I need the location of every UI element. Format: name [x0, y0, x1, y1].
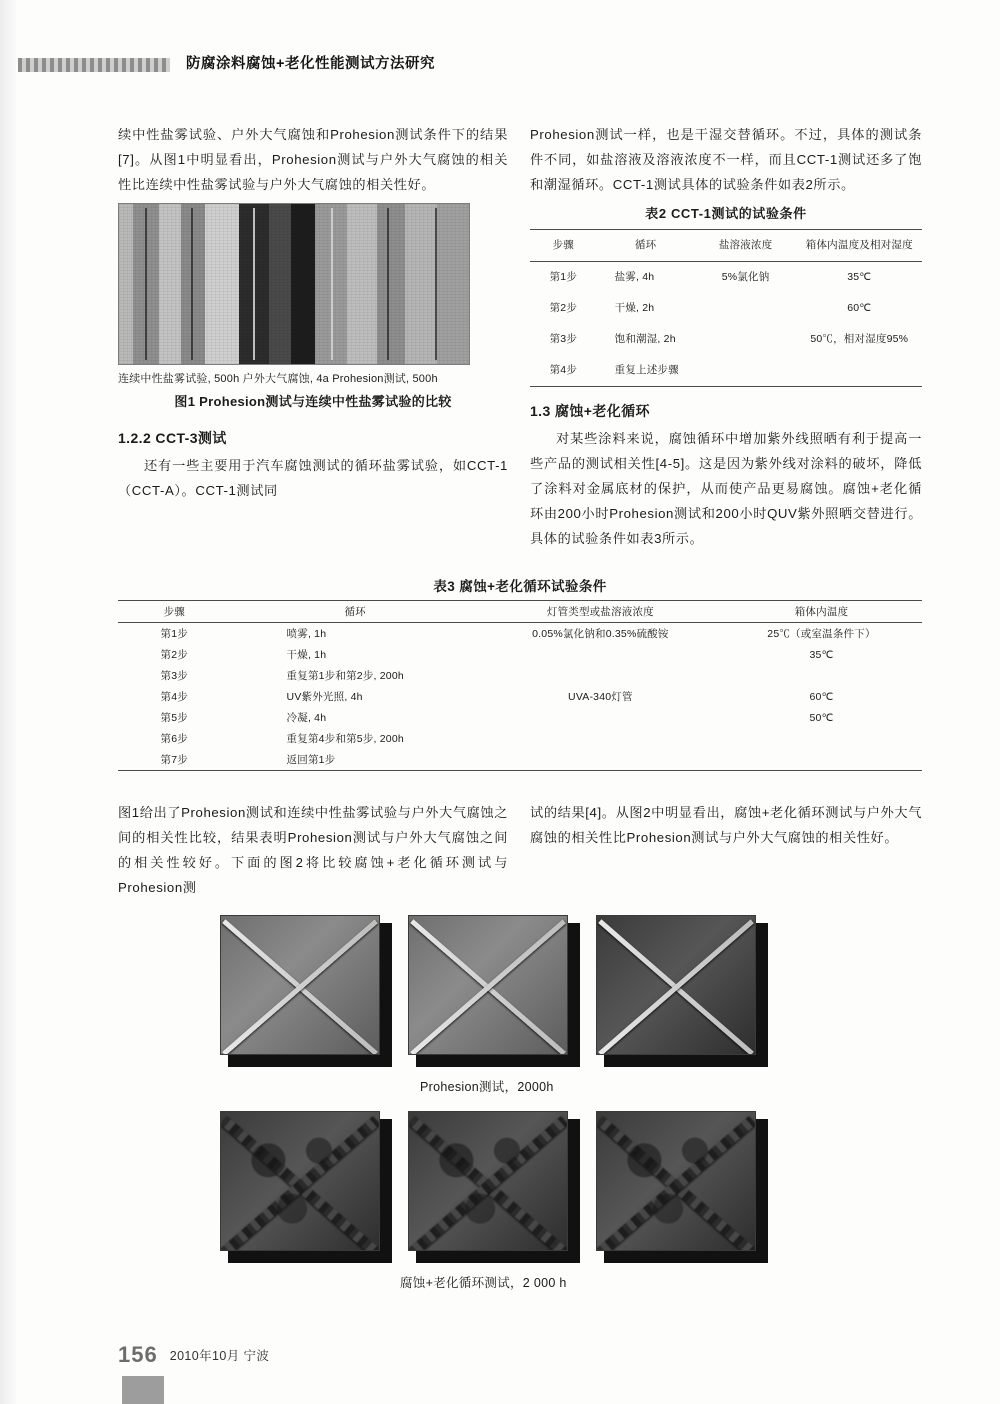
figure-1-caption: 图1 Prohesion测试与连续中性盐雾试验的比较: [174, 394, 452, 409]
table-row: [118, 728, 922, 749]
figure-2: [220, 915, 780, 1291]
running-head: [0, 52, 1000, 78]
page-number: 156: [118, 1342, 158, 1367]
specimen-panel: [408, 915, 580, 1067]
figure-1-grain: [119, 204, 469, 364]
table-3-cell: 60℃: [809, 690, 834, 703]
table-row: [530, 262, 922, 294]
lower-right-paragraph: 试的结果[4]。从图2中明显看出，腐蚀+老化循环测试与户外大气腐蚀的相关性比Prohesion测试与户外大气腐蚀的相关性好。: [530, 805, 922, 845]
table-3-cell: 25℃（或室温条件下）: [767, 628, 876, 640]
specimen-panel: [220, 1111, 392, 1263]
table-row: [118, 623, 922, 645]
specimen-panel: [220, 915, 392, 1067]
table-row: [118, 665, 922, 686]
table-2-cell: 5%氯化钠: [721, 271, 770, 283]
table-2-caption: 表2 CCT-1测试的试验条件: [645, 206, 807, 221]
figure-1-streak: [145, 208, 147, 360]
table-3-block: [118, 575, 922, 771]
specimen-panel: [408, 1111, 580, 1263]
table-3-cell: 冷凝, 4h: [286, 712, 327, 724]
table-2: [530, 229, 922, 387]
table-3-cell: [721, 728, 922, 749]
table-2-cell: 50℃，相对湿度95%: [810, 333, 909, 345]
table-2-cell: [797, 355, 922, 387]
table-3-header-cell: 箱体内温度: [794, 606, 849, 618]
specimen-panel: [596, 915, 768, 1067]
scribe-line: [596, 1116, 756, 1251]
table-row: [118, 749, 922, 771]
figure-1-streak: [253, 208, 255, 360]
left-paragraph-1: 续中性盐雾试验、户外大气腐蚀和Prohesion测试条件下的结果[7]。从图1中明显看出，Prohesion测试与户外大气腐蚀的相关性比连续中性盐雾试验与户外大气腐蚀的相关性好。: [118, 127, 508, 192]
table-2-cell: 60℃: [847, 302, 872, 314]
heading-1-2-2: 1.2.2 CCT-3测试: [118, 430, 227, 446]
page-footer: [118, 1342, 269, 1368]
specimen-panel: [596, 1111, 768, 1263]
table-3-caption: 表3 腐蚀+老化循环试验条件: [433, 579, 607, 594]
table-2-cell: 第3步: [549, 333, 578, 345]
table-3-header-row: [118, 601, 922, 623]
table-3-cell: 第2步: [160, 649, 188, 661]
figure-1-streak: [387, 208, 389, 360]
figure-1-streak: [331, 208, 333, 360]
panel-plate: [408, 1111, 568, 1251]
left-column: [118, 122, 508, 507]
table-3-cell: 重复第4步和第5步, 200h: [286, 733, 404, 745]
scribe-line: [596, 1116, 756, 1251]
right-paragraph-2: 对某些涂料来说，腐蚀循环中增加紫外线照晒有利于提高一些产品的测试相关性[4-5]。这是因为紫外线对涂料的破坏，降低了涂料对金属底材的保护，从而使产品更易腐蚀。腐蚀+老化循环由200小时Prohesion测试和200小时QUV紫外照晒交替进行。具体的试验条件如表3所示。: [530, 431, 922, 546]
table-3-cell: 喷雾, 1h: [286, 628, 327, 640]
scribe-line: [408, 1116, 568, 1251]
figure-1-image: [118, 203, 470, 365]
table-2-header-row: [530, 230, 922, 262]
lower-left-paragraph: 图1给出了Prohesion测试和连续中性盐雾试验与户外大气腐蚀之间的相关性比较，结果表明Prohesion测试与户外大气腐蚀之间的相关性较好。下面的图2将比较腐蚀+老化循环测试与Prohesion测: [118, 805, 508, 895]
figure-2-caption-top: Prohesion测试，2000h: [420, 1080, 554, 1094]
table-2-cell: 干燥, 2h: [614, 302, 655, 314]
table-2-header-cell: 步骤: [552, 239, 575, 251]
table-3-cell: [480, 749, 721, 771]
table-3-cell: [480, 665, 721, 686]
figure-2-row-top: [220, 915, 780, 1067]
table-row: [530, 355, 922, 387]
table-3-cell: 第6步: [160, 733, 188, 745]
table-2-cell: 饱和潮湿, 2h: [614, 333, 676, 345]
panel-plate: [220, 915, 380, 1055]
panel-plate: [596, 915, 756, 1055]
table-2-cell: [695, 355, 797, 387]
table-3-header-cell: 步骤: [163, 606, 185, 618]
table-3-cell: 35℃: [809, 648, 834, 661]
figure-1-subcaption: 连续中性盐雾试验, 500h 户外大气腐蚀, 4a Prohesion测试, 500h: [118, 373, 438, 385]
table-3-cell: 0.05%氯化钠和0.35%硫酸铵: [532, 628, 669, 640]
table-row: [530, 324, 922, 355]
scribe-line: [408, 1116, 568, 1251]
table-3-cell: 50℃: [809, 711, 834, 724]
table-row: [118, 644, 922, 665]
table-3-cell: [480, 728, 721, 749]
table-2-cell: [695, 324, 797, 355]
table-3-cell: UV紫外光照, 4h: [286, 691, 363, 703]
table-2-cell: 第2步: [549, 302, 578, 314]
table-3-cell: UVA-340灯管: [568, 691, 633, 703]
table-3: [118, 600, 922, 771]
heading-1-3: 1.3 腐蚀+老化循环: [530, 403, 650, 419]
scribe-line: [220, 1116, 380, 1251]
table-3-cell: 第5步: [160, 712, 188, 724]
table-2-header-cell: 盐溶液浓度: [718, 239, 773, 251]
scribe-line: [220, 1116, 380, 1251]
table-3-cell: [480, 644, 721, 665]
right-column: [530, 122, 922, 555]
table-2-cell: 重复上述步骤: [614, 364, 679, 376]
footer-text: 2010年10月 宁波: [169, 1349, 270, 1363]
panel-plate: [220, 1111, 380, 1251]
figure-2-row-bottom: [220, 1111, 780, 1263]
table-3-cell: 返回第1步: [286, 754, 336, 766]
figure-1-streak: [435, 208, 437, 360]
table-3-cell: [721, 665, 922, 686]
scan-edge-artifact: [0, 0, 16, 1404]
table-3-cell: [721, 749, 922, 771]
table-3-cell: 第4步: [160, 691, 188, 703]
table-2-cell: 盐雾, 4h: [614, 271, 655, 283]
table-3-cell: [480, 707, 721, 728]
table-row: [118, 686, 922, 707]
table-3-cell: 第1步: [160, 628, 188, 640]
table-row: [118, 707, 922, 728]
panel-plate: [596, 1111, 756, 1251]
table-row: [530, 293, 922, 324]
table-2-cell: 第4步: [549, 364, 578, 376]
table-2-cell: [695, 293, 797, 324]
left-paragraph-2: 还有一些主要用于汽车腐蚀测试的循环盐雾试验，如CCT-1（CCT-A）。CCT-1测试同: [118, 458, 508, 498]
table-3-header-cell: 灯管类型或盐溶液浓度: [546, 606, 654, 618]
right-paragraph-1: Prohesion测试一样，也是干湿交替循环。不过，具体的测试条件不同，如盐溶液及溶液浓度不一样，而且CCT-1测试还多了饱和潮湿循环。CCT-1测试具体的试验条件如表2所示。: [530, 127, 922, 192]
table-3-header-cell: 循环: [344, 606, 366, 618]
running-head-title: 防腐涂料腐蚀+老化性能测试方法研究: [186, 56, 435, 72]
table-2-header-cell: 循环: [634, 239, 657, 251]
footer-decoration: [122, 1376, 164, 1404]
table-2-cell: 35℃: [847, 271, 872, 283]
panel-plate: [408, 915, 568, 1055]
table-2-header-cell: 箱体内温度及相对湿度: [805, 239, 913, 251]
figure-1-streak: [191, 208, 193, 360]
table-3-cell: 第3步: [160, 670, 188, 682]
table-3-cell: 第7步: [160, 754, 188, 766]
figure-2-caption-bottom: 腐蚀+老化循环测试，2 000 h: [400, 1276, 567, 1290]
table-2-cell: 第1步: [549, 271, 578, 283]
table-3-cell: 重复第1步和第2步, 200h: [286, 670, 404, 682]
table-3-cell: 干燥, 1h: [286, 649, 327, 661]
running-head-decoration: [18, 58, 170, 72]
